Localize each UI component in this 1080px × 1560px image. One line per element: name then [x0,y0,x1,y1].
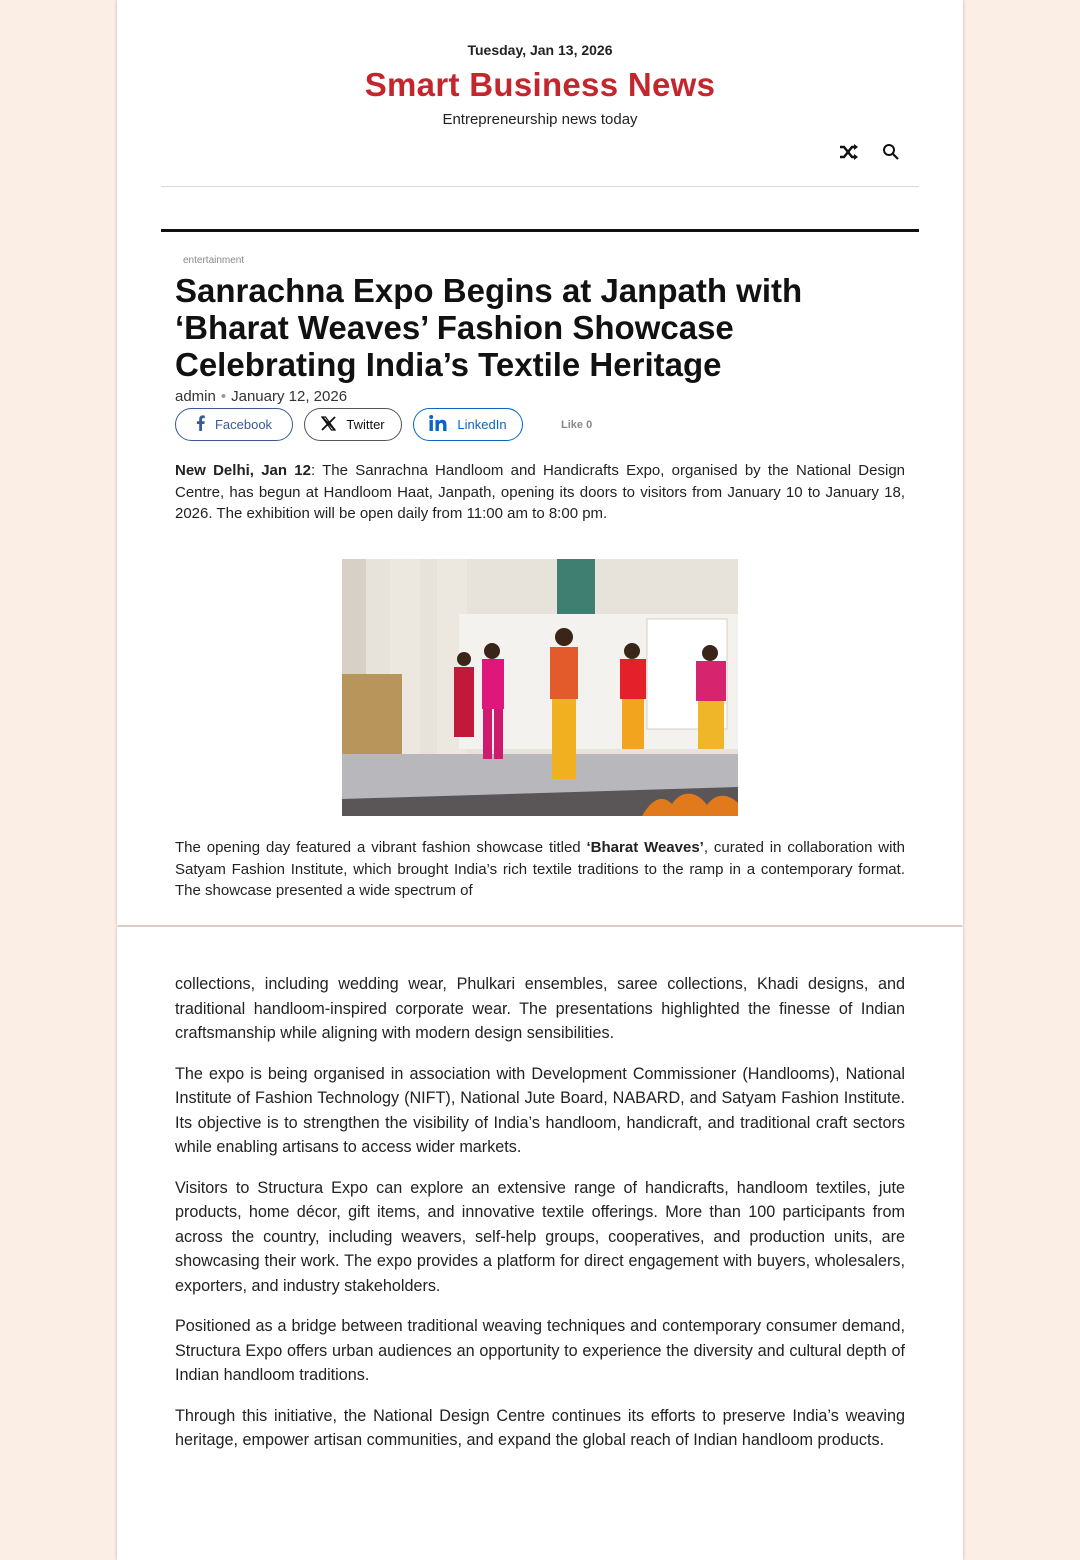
x-twitter-icon [321,416,336,434]
caption-text-post: , curated in collaboration with Satyam Fashion Institute, which brought India’s rich textile traditions to the ramp in a contemporary format. The showcase presented a wide spectrum of [175,839,905,899]
intro-text: : The Sanrachna Handloom and Handicrafts Expo, organised by the National Design Centre, has begun at Handloom Haat, Janpath, opening its doors to visitors from January 10 to January 18, 2026. The exhibition will be open daily from 11:00 am to 8:00 pm. [175,462,906,522]
twitter-share-label: Twitter [346,417,385,432]
caption-text-pre: The opening day featured a vibrant fashion showcase titled [175,839,587,856]
twitter-share-button[interactable] [304,408,402,441]
article-page-top [117,0,963,925]
facebook-share-label: Facebook [214,417,273,432]
article-category[interactable]: entertainment [183,255,245,266]
linkedin-share-button[interactable] [413,408,523,441]
article-date: January 12, 2026 [231,388,348,405]
facebook-share-button[interactable] [175,408,293,441]
intro-dateline: New Delhi, Jan 12 [175,462,311,479]
article-byline [175,388,347,405]
article-paragraph: Visitors to Structura Expo can explore an extensive range of handicrafts, handloom textiles, jute products, home décor, gift items, and innovative textile offerings. More than 100 participants from across the country, including weavers, self-help groups, cooperatives, and production units, are showcasing their work. The expo provides a platform for direct engagement with buyers, wholesalers, exporters, and industry stakeholders. [175,1178,905,1295]
article-paragraph: Positioned as a bridge between traditional weaving techniques and contemporary consumer demand, Structura Expo offers urban audiences an opportunity to experience the diversity and cultural depth of Indian handloom traditions. [175,1317,905,1384]
linkedin-icon [429,415,447,434]
shuffle-icon[interactable] [839,142,859,162]
article-page-bottom [117,927,963,1560]
article-photo [342,559,738,816]
caption-bold-title: ‘Bharat Weaves’ [586,839,704,856]
article-paragraph: Through this initiative, the National Design Centre continues its efforts to preserve India’s weaving heritage, empower artisan communities, and expand the global reach of Indian handloom products. [175,1406,905,1449]
article-intro [175,460,905,525]
like-button[interactable]: Like 0 [561,418,593,431]
article-author[interactable]: admin [175,388,216,405]
article-body [175,972,905,1469]
header-date: Tuesday, Jan 13, 2026 [467,42,613,58]
search-icon[interactable] [881,142,901,162]
site-tagline: Entrepreneurship news today [442,111,638,128]
article-paragraph: collections, including wedding wear, Phulkari ensembles, saree collections, Khadi designs, and traditional handloom-inspired corporate wear. The presentations highlighted the finesse of Indian craftsmanship while aligning with modern design sensibilities. [175,975,905,1042]
share-bar [175,408,592,441]
linkedin-share-label: LinkedIn [457,417,507,432]
site-title[interactable]: Smart Business News [364,66,716,103]
header-divider [161,186,919,187]
article-headline: Sanrachna Expo Begins at Janpath with ‘Bharat Weaves’ Fashion Showcase Celebrating India’s Textile Heritage [175,272,803,383]
article-paragraph-caption [175,837,905,903]
content-divider [161,229,919,232]
header-icons [839,142,901,162]
byline-separator: • [220,388,227,405]
facebook-icon [196,415,205,434]
article-paragraph: The expo is being organised in association with Development Commissioner (Handlooms), National Institute of Fashion Technology (NIFT), National Jute Board, NABARD, and Satyam Fashion Institute. Its objective is to strengthen the visibility of India’s handloom, handicraft, and traditional craft sectors while enabling artisans to access wider markets. [175,1064,905,1156]
